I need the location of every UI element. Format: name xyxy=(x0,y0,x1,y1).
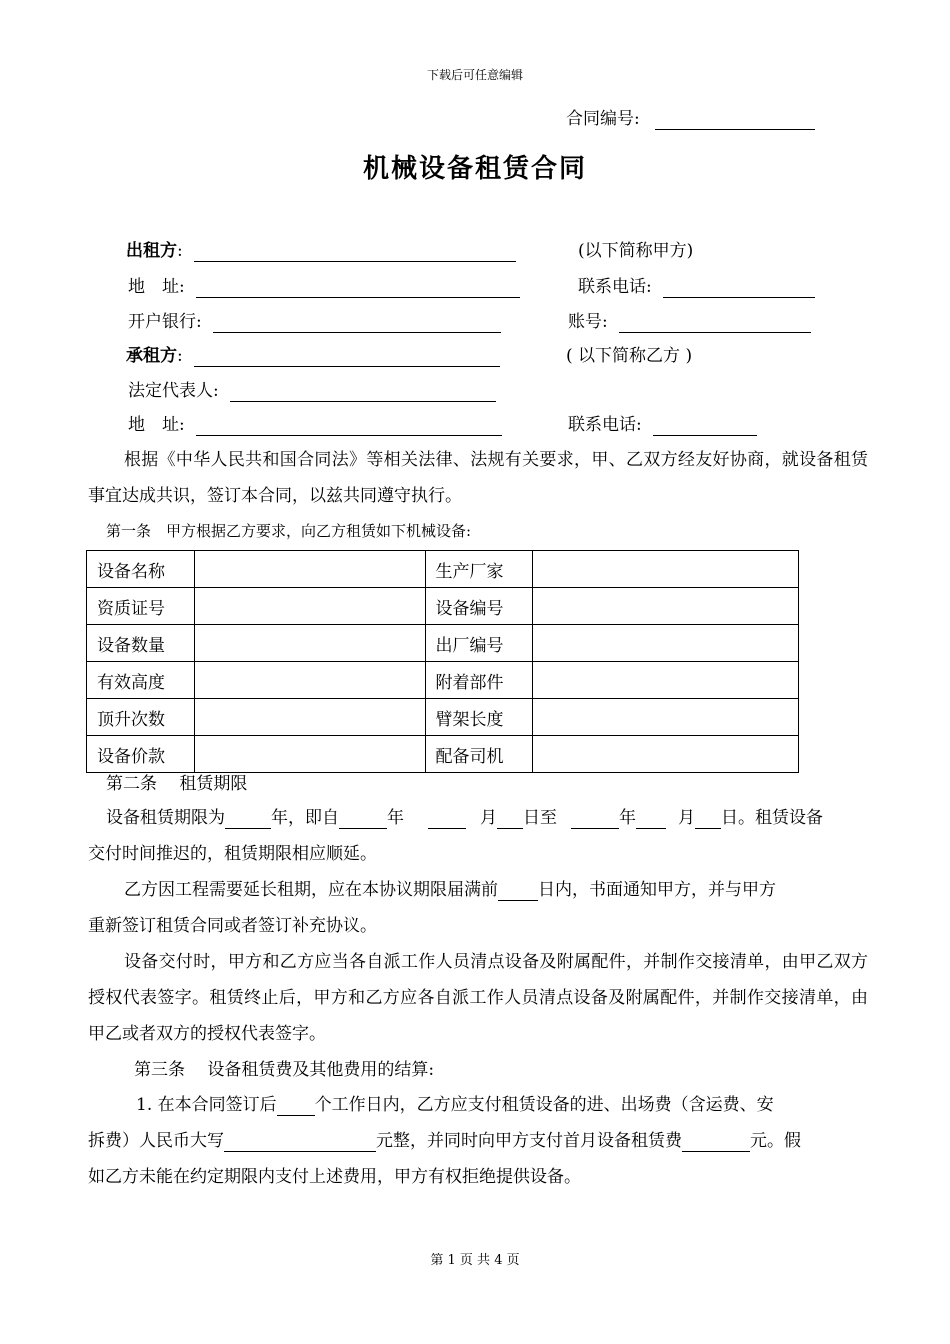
table-value-cell[interactable] xyxy=(533,699,799,736)
end-day-field[interactable] xyxy=(695,810,721,829)
table-row xyxy=(87,551,799,588)
contract-no-field[interactable] xyxy=(655,111,815,130)
lessee-address-row xyxy=(128,414,502,436)
table-value-cell[interactable] xyxy=(194,662,425,699)
text: 日至 xyxy=(523,808,557,828)
table-row xyxy=(87,588,799,625)
page-title: 机械设备租赁合同 xyxy=(362,154,587,184)
equipment-table xyxy=(86,550,799,773)
table-value-cell[interactable] xyxy=(533,736,799,773)
lessee-address-label: 地 址: xyxy=(128,415,185,435)
table-label-cell: 顶升次数 xyxy=(87,699,195,736)
text: 设备租赁期限为 xyxy=(106,808,225,828)
lessor-address-label: 地 址: xyxy=(128,277,185,297)
text: 拆费）人民币大写 xyxy=(88,1131,224,1151)
lessor-name-field[interactable] xyxy=(194,243,516,262)
article-2-p2 xyxy=(124,879,776,901)
lessor-account-field[interactable] xyxy=(619,314,811,333)
text: 月 xyxy=(678,808,695,828)
table-label-cell: 有效高度 xyxy=(87,662,195,699)
lessor-bank-row xyxy=(128,311,501,333)
header-note: 下载后可任意编辑 xyxy=(426,68,523,82)
table-value-cell[interactable] xyxy=(533,551,799,588)
extension-notice-days-field[interactable] xyxy=(498,882,538,901)
table-label-cell: 臂架长度 xyxy=(425,699,533,736)
contract-no xyxy=(566,108,815,130)
table-row xyxy=(87,736,799,773)
lessee-rep-row xyxy=(128,380,496,402)
table-value-cell[interactable] xyxy=(194,736,425,773)
table-label-cell: 设备名称 xyxy=(87,551,195,588)
page-footer: 第 1 页 共 4 页 xyxy=(430,1253,520,1268)
table-label-cell: 生产厂家 xyxy=(425,551,533,588)
intro-paragraph: 根据《中华人民共和国合同法》等相关法律、法规有关要求，甲、乙双方经友好协商，就设备租赁事宜达成共识，签订本合同，以兹共同遵守执行。 xyxy=(88,450,868,506)
table-label-cell: 设备数量 xyxy=(87,625,195,662)
lessee-rep-field[interactable] xyxy=(230,383,496,402)
article-1-title: 第一条 甲方根据乙方要求，向乙方租赁如下机械设备: xyxy=(106,522,472,540)
first-month-rent-field[interactable] xyxy=(682,1133,750,1152)
table-value-cell[interactable] xyxy=(194,625,425,662)
table-label-cell: 设备价款 xyxy=(87,736,195,773)
text: 乙方因工程需要延长租期，应在本协议期限届满前 xyxy=(124,880,498,900)
lessor-phone-row xyxy=(578,276,815,298)
text: 年 xyxy=(387,808,404,828)
article-2-title: 第二条 租赁期限 xyxy=(106,774,248,794)
lessee-phone-row xyxy=(568,414,757,436)
text: 月 xyxy=(480,808,497,828)
contract-no-label: 合同编号: xyxy=(566,109,640,129)
lessor-row: 出租方: xyxy=(126,240,516,262)
start-day-field[interactable] xyxy=(497,810,523,829)
lessor-phone-field[interactable] xyxy=(663,279,815,298)
payment-days-field[interactable] xyxy=(277,1097,315,1116)
lessor-account-label: 账号: xyxy=(568,312,608,332)
table-value-cell[interactable] xyxy=(533,625,799,662)
article-2-p1 xyxy=(106,807,823,829)
table-value-cell[interactable] xyxy=(194,551,425,588)
article-3-p1 xyxy=(136,1094,774,1116)
text: 年 xyxy=(619,808,636,828)
lessee-name-field[interactable] xyxy=(194,348,500,367)
lessor-phone-label: 联系电话: xyxy=(578,277,652,297)
lessee-label: 承租方 xyxy=(126,346,177,366)
table-label-cell: 出厂编号 xyxy=(425,625,533,662)
article-3-p1-line2 xyxy=(88,1130,801,1152)
table-label-cell: 设备编号 xyxy=(425,588,533,625)
table-label-cell: 资质证号 xyxy=(87,588,195,625)
lessor-bank-field[interactable] xyxy=(213,314,501,333)
lessor-address-field[interactable] xyxy=(196,279,520,298)
table-value-cell[interactable] xyxy=(533,588,799,625)
table-label-cell: 配备司机 xyxy=(425,736,533,773)
text: 年，即自 xyxy=(271,808,339,828)
lessee-rep-label: 法定代表人: xyxy=(128,381,219,401)
text: 1. 在本合同签订后 xyxy=(136,1095,277,1115)
table-value-cell[interactable] xyxy=(194,588,425,625)
lessor-address-row xyxy=(128,276,520,298)
table-row xyxy=(87,699,799,736)
entry-exit-fee-field[interactable] xyxy=(224,1133,376,1152)
article-3-p1-line3: 如乙方未能在约定期限内支付上述费用，甲方有权拒绝提供设备。 xyxy=(88,1167,581,1187)
text: 日。租赁设备 xyxy=(721,808,823,828)
article-2-p2-line2: 重新签订租赁合同或者签订补充协议。 xyxy=(88,916,377,936)
lessor-label: 出租方 xyxy=(126,241,177,261)
end-month-gap[interactable] xyxy=(636,810,666,829)
article-2-p3: 设备交付时，甲方和乙方应当各自派工作人员清点设备及附属配件，并制作交接清单，由甲乙双方授权代表签字。租赁终止后，甲方和乙方应各自派工作人员清点设备及附属配件，并制作交接清单，由甲乙或者双方的授权代表签字。 xyxy=(88,952,868,1044)
start-year-field[interactable] xyxy=(339,810,387,829)
lessor-account-row xyxy=(568,311,811,333)
lessee-phone-field[interactable] xyxy=(653,417,757,436)
lease-duration-field[interactable] xyxy=(225,810,271,829)
text: 元。假 xyxy=(750,1131,801,1151)
lessee-address-field[interactable] xyxy=(196,417,502,436)
text: 日内，书面通知甲方，并与甲方 xyxy=(538,880,776,900)
table-row xyxy=(87,662,799,699)
article-3-title: 第三条 设备租赁费及其他费用的结算: xyxy=(134,1060,435,1080)
lessor-bank-label: 开户银行: xyxy=(128,312,202,332)
table-row xyxy=(87,625,799,662)
end-year-field[interactable] xyxy=(571,810,619,829)
text: 元整，并同时向甲方支付首月设备租赁费 xyxy=(376,1131,682,1151)
lessor-suffix: (以下简称甲方) xyxy=(578,241,694,261)
lessee-row: 承租方: xyxy=(126,345,500,367)
table-label-cell: 附着部件 xyxy=(425,662,533,699)
table-value-cell[interactable] xyxy=(533,662,799,699)
text: 个工作日内，乙方应支付租赁设备的进、出场费（含运费、安 xyxy=(314,1095,774,1115)
table-value-cell[interactable] xyxy=(194,699,425,736)
start-month-field[interactable] xyxy=(428,810,466,829)
lessee-phone-label: 联系电话: xyxy=(568,415,642,435)
lessee-suffix: ( 以下简称乙方 ) xyxy=(566,346,693,366)
article-2-p1-line2: 交付时间推迟的，租赁期限相应顺延。 xyxy=(88,844,377,864)
